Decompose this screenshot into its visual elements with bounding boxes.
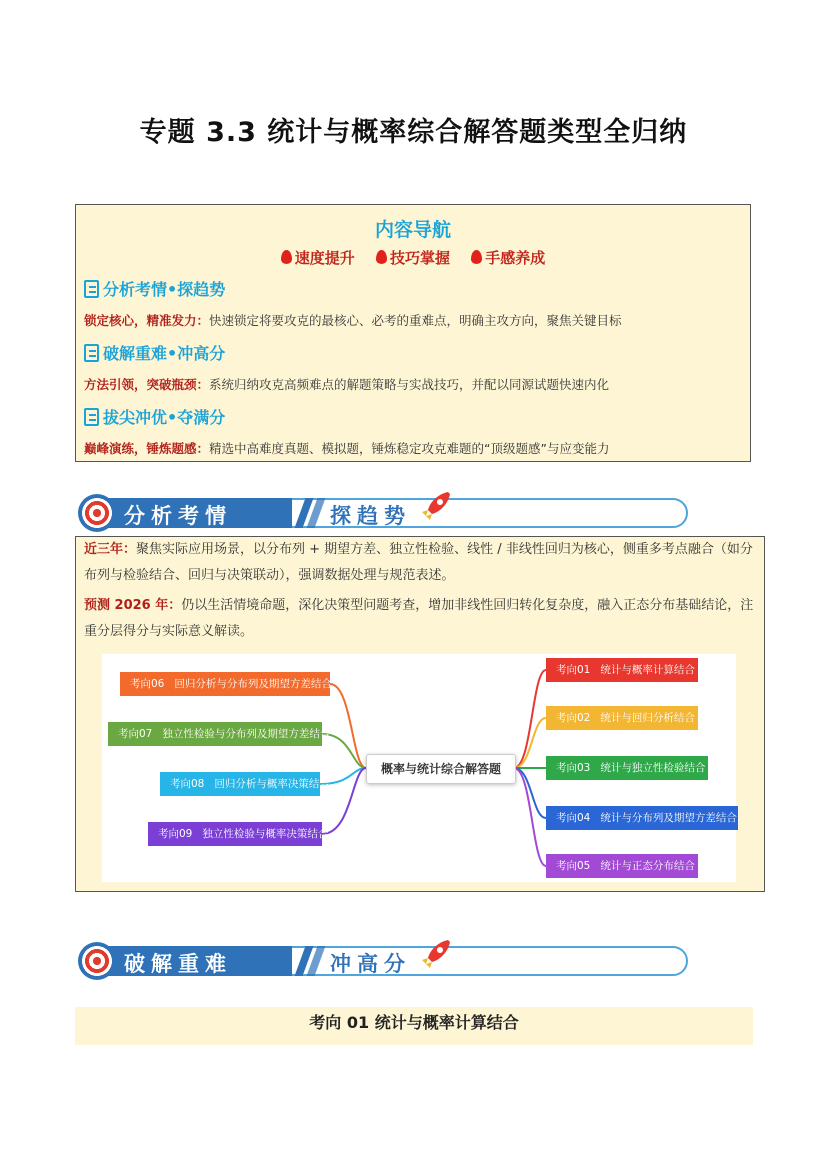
book-icon	[84, 280, 99, 298]
mind-map-node: 考向05 统计与正态分布结合	[546, 854, 698, 878]
mind-map-node: 考向02 统计与回归分析结合	[546, 706, 698, 730]
rocket-icon	[418, 488, 454, 524]
section-banner-analysis	[78, 494, 694, 532]
mind-map-node: 考向06 回归分析与分布列及期望方差结合	[120, 672, 330, 696]
mind-map-node: 考向01 统计与概率计算结合	[546, 658, 698, 682]
flame-icon	[281, 250, 292, 264]
nav-section-text: 巅峰演练，锤炼题感：精选中高难度真题、模拟题，锤炼稳定攻克难题的“顶级题感”与应变能力	[84, 441, 610, 456]
nav-section-heading: 拔尖冲优•夺满分	[84, 405, 225, 428]
banner-title-light: 冲高分	[330, 952, 411, 976]
analysis-paragraph: 预测 2026 年：仍以生活情境命题，深化决策型问题考查，增加非线性回归转化复杂度，融入正态分布基础结论，注重分层得分与实际意义解读。	[84, 598, 754, 639]
mind-map-node: 考向07 独立性检验与分布列及期望方差结合	[108, 722, 322, 746]
target-icon	[78, 494, 116, 532]
page-title: 专题 3.3 统计与概率综合解答题类型全归纳	[139, 117, 688, 148]
nav-section-heading: 分析考情•探趋势	[84, 277, 225, 300]
banner-title-dark: 破解重难	[124, 952, 232, 976]
mind-map-node: 考向04 统计与分布列及期望方差结合	[546, 806, 738, 830]
mind-map-node: 考向09 独立性检验与概率决策结合	[148, 822, 322, 846]
target-icon	[78, 942, 116, 980]
rocket-icon	[418, 936, 454, 972]
mind-map-node: 考向08 回归分析与概率决策结合	[160, 772, 320, 796]
flame-icon	[376, 250, 387, 264]
nav-heading: 内容导航	[374, 219, 451, 241]
flame-icon	[471, 250, 482, 264]
nav-tag: 技巧掌握	[376, 249, 450, 267]
analysis-box	[75, 536, 765, 892]
banner-title-dark: 分析考情	[124, 504, 232, 528]
nav-section-text: 锁定核心，精准发力：快速锁定将要攻克的最核心、必考的重难点，明确主攻方向，聚焦关键目标	[84, 313, 622, 328]
banner-title-light: 探趋势	[330, 504, 411, 528]
book-icon	[84, 344, 99, 362]
nav-section-text: 方法引领，突破瓶颈：系统归纳攻克高频难点的解题策略与实战技巧，并配以同源试题快速内化	[84, 377, 610, 392]
content-navigation-box	[75, 204, 751, 462]
analysis-paragraph: 近三年：聚焦实际应用场景，以分布列 + 期望方差、独立性检验、线性 / 非线性回归为核心，侧重多考点融合（如分布列与检验结合、回归与决策联动），强调数据处理与规范表述。	[84, 542, 753, 583]
topic-heading: 考向 01 统计与概率计算结合	[75, 1007, 753, 1045]
nav-tag: 手感养成	[471, 249, 545, 267]
section-banner-breakthrough	[78, 942, 694, 980]
nav-section-heading: 破解重难•冲高分	[84, 341, 225, 364]
nav-tag: 速度提升	[281, 249, 355, 267]
book-icon	[84, 408, 99, 426]
mind-map-node: 考向03 统计与独立性检验结合	[546, 756, 708, 780]
mind-map	[102, 654, 736, 882]
mind-map-center: 概率与统计综合解答题	[366, 754, 516, 784]
nav-tags	[76, 247, 750, 268]
